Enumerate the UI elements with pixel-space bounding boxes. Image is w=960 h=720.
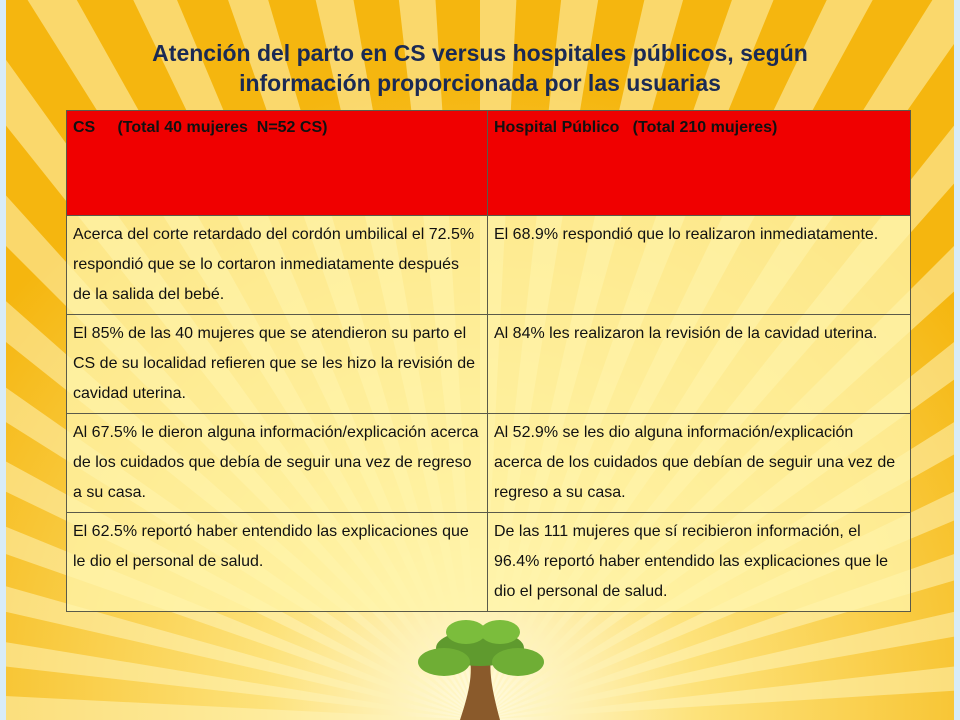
table-row	[67, 315, 911, 414]
header-cs: CS (Total 40 mujeres N=52 CS)	[67, 111, 488, 216]
cell-hospital: Al 84% les realizaron la revisión de la cavidad uterina.	[488, 315, 911, 414]
table-row	[67, 216, 911, 315]
cell-cs: El 62.5% reportó haber entendido las explicaciones que le dio el personal de salud.	[67, 513, 488, 612]
table-header-row	[67, 111, 911, 216]
cell-hospital: De las 111 mujeres que sí recibieron información, el 96.4% reportó haber entendido las explicaciones que le dio el personal de salud.	[488, 513, 911, 612]
table-row	[67, 513, 911, 612]
right-edge-strip	[954, 0, 960, 720]
title-line-1: Atención del parto en CS versus hospitales públicos, según	[152, 40, 808, 66]
comparison-table	[66, 110, 911, 612]
header-hospital: Hospital Público (Total 210 mujeres)	[488, 111, 911, 216]
left-edge-strip	[0, 0, 6, 720]
cell-cs: El 85% de las 40 mujeres que se atendieron su parto el CS de su localidad refieren que se les hizo la revisión de cavidad uterina.	[67, 315, 488, 414]
cell-hospital: Al 52.9% se les dio alguna información/explicación acerca de los cuidados que debían de seguir una vez de regreso a su casa.	[488, 414, 911, 513]
table-row	[67, 414, 911, 513]
slide-title	[60, 38, 900, 98]
cell-hospital: El 68.9% respondió que lo realizaron inmediatamente.	[488, 216, 911, 315]
cell-cs: Al 67.5% le dieron alguna información/explicación acerca de los cuidados que debía de seguir una vez de regreso a su casa.	[67, 414, 488, 513]
cell-cs: Acerca del corte retardado del cordón umbilical el 72.5% respondió que se lo cortaron inmediatamente después de la salida del bebé.	[67, 216, 488, 315]
title-line-2: información proporcionada por las usuarias	[239, 70, 721, 96]
